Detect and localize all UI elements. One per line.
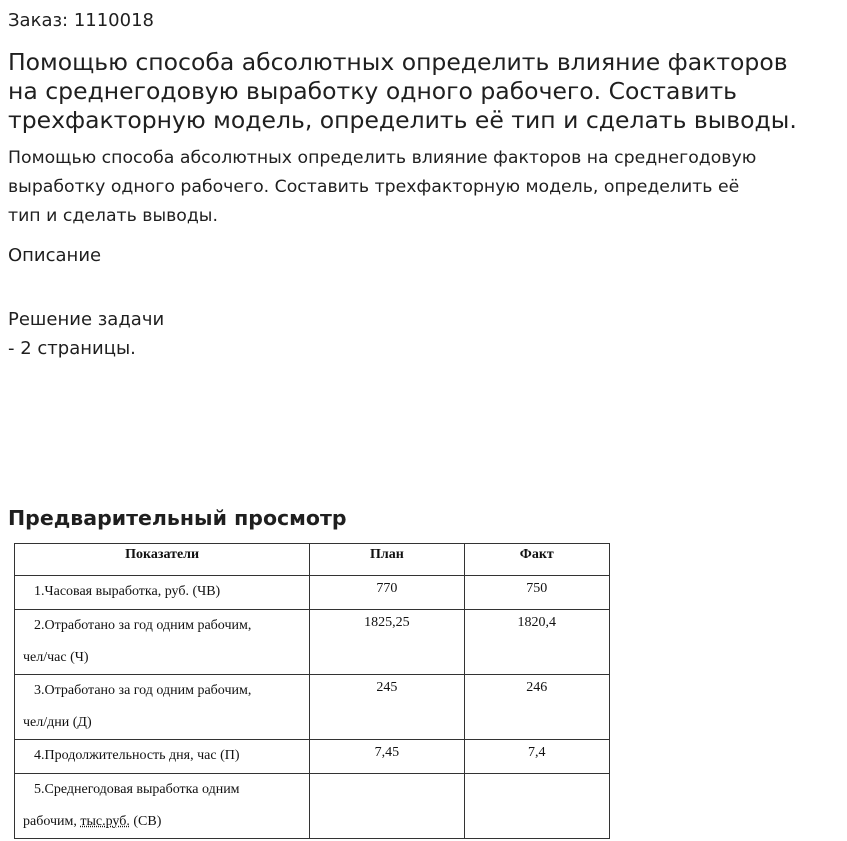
fact-cell: 246: [464, 675, 609, 740]
fact-cell: 1820,4: [464, 610, 609, 675]
fact-cell: [464, 774, 609, 839]
table-row: [15, 675, 610, 740]
indicator-cell: 5.Среднегодовая выработка одним рабочим, тыс.руб. (СВ): [15, 774, 310, 839]
table-row: [15, 576, 610, 610]
preview-heading: Предварительный просмотр: [8, 506, 347, 530]
column-header-indicators: Показатели: [15, 544, 310, 576]
column-header-fact: Факт: [464, 544, 609, 576]
pages-count: - 2 страницы.: [8, 338, 136, 359]
plan-cell: 1825,25: [310, 610, 464, 675]
fact-cell: 7,4: [464, 740, 609, 774]
table-header-row: [15, 544, 610, 576]
table-row: [15, 610, 610, 675]
page-title-line: трехфакторную модель, определить её тип и сделать выводы.: [8, 106, 797, 134]
page-title-line: на среднегодовую выработку одного рабочего. Составить: [8, 77, 738, 105]
indicator-cell: 2.Отработано за год одним рабочим, чел/час (Ч): [15, 610, 310, 675]
table-row: [15, 740, 610, 774]
indicator-cell: 1.Часовая выработка, руб. (ЧВ): [15, 576, 310, 610]
solution-label: Решение задачи: [8, 309, 165, 330]
indicator-cell: 4.Продолжительность дня, час (П): [15, 740, 310, 774]
task-description-line: выработку одного рабочего. Составить трехфакторную модель, определить её: [8, 177, 740, 197]
column-header-plan: План: [310, 544, 464, 576]
order-number: Заказ: 1110018: [8, 10, 154, 31]
table-row: [15, 774, 610, 839]
task-description-line: тип и сделать выводы.: [8, 206, 218, 226]
preview-table: [14, 543, 610, 839]
fact-cell: 750: [464, 576, 609, 610]
plan-cell: 7,45: [310, 740, 464, 774]
task-description-line: Помощью способа абсолютных определить влияние факторов на среднегодовую: [8, 148, 757, 168]
page-title: [8, 48, 838, 135]
plan-cell: [310, 774, 464, 839]
plan-cell: 770: [310, 576, 464, 610]
description-heading: Описание: [8, 245, 102, 266]
indicator-cell: 3.Отработано за год одним рабочим, чел/дни (Д): [15, 675, 310, 740]
task-description: [8, 144, 838, 231]
plan-cell: 245: [310, 675, 464, 740]
page-title-line: Помощью способа абсолютных определить влияние факторов: [8, 48, 788, 76]
